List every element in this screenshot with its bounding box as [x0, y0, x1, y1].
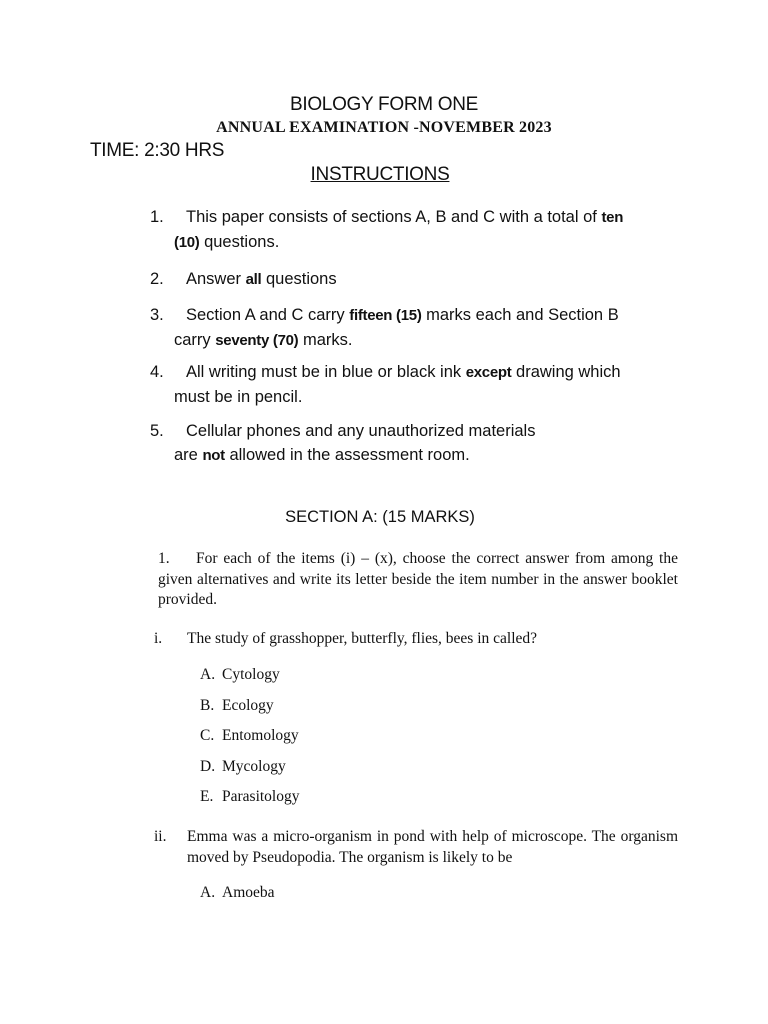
item-number: ii.	[154, 828, 167, 845]
option-text: Mycology	[222, 757, 286, 775]
instruction-text: All writing must be in blue or black ink	[186, 363, 466, 381]
instruction-text: allowed in the assessment room.	[224, 446, 470, 464]
instruction-text: Answer	[186, 270, 246, 288]
option-letter: D.	[200, 757, 216, 775]
instruction-number: 1.	[150, 208, 164, 226]
instruction-text: carry	[174, 331, 216, 349]
answer-option	[200, 788, 300, 806]
emphasis-text: seventy (70)	[215, 332, 299, 349]
instruction-text: questions.	[199, 233, 280, 251]
exam-time: TIME: 2:30 HRS	[90, 140, 225, 161]
instruction-text: marks each and Section B	[421, 306, 619, 324]
instruction-continuation	[150, 328, 670, 353]
item-number: i.	[154, 630, 163, 647]
emphasis-text: (10)	[174, 234, 200, 251]
answer-option	[200, 727, 299, 745]
option-letter: B.	[200, 696, 215, 714]
question-item	[154, 628, 678, 649]
item-text: Emma was a micro-organism in pond with help of microscope. The organism moved by Pseudopodia. The organism is likely to be	[187, 828, 678, 866]
answer-option	[200, 758, 286, 776]
option-text: Entomology	[222, 727, 299, 744]
option-text: Ecology	[222, 696, 274, 714]
instruction-item	[150, 205, 670, 255]
instruction-item	[150, 419, 670, 468]
instruction-number: 3.	[150, 306, 164, 324]
option-text: Cytology	[222, 666, 280, 683]
instruction-number: 4.	[150, 363, 164, 381]
instruction-item	[150, 303, 670, 353]
emphasis-text: ten	[601, 209, 624, 226]
option-text: Parasitology	[222, 788, 300, 805]
exam-subtitle: ANNUAL EXAMINATION -NOVEMBER 2023	[216, 119, 552, 136]
answer-option	[200, 666, 280, 684]
instruction-text: are	[174, 446, 203, 464]
instruction-text: This paper consists of sections A, B and C with a total of	[186, 208, 602, 226]
option-letter: E.	[200, 788, 214, 805]
emphasis-text: all	[245, 271, 262, 288]
question-1	[158, 549, 678, 611]
instruction-text: Cellular phones and any unauthorized materials	[186, 422, 536, 440]
instruction-text: Section A and C carry	[186, 306, 350, 324]
question-number: 1.	[158, 550, 170, 567]
emphasis-text: fifteen (15)	[349, 307, 422, 324]
question-text: For each of the items (i) – (x), choose the correct answer from among the given alternatives and write its letter beside the item number in the answer booklet provided.	[158, 550, 678, 608]
option-letter: C.	[200, 727, 215, 744]
instruction-text: marks.	[298, 331, 353, 349]
instruction-text: drawing which	[511, 363, 621, 381]
question-item	[154, 826, 678, 868]
document-title: BIOLOGY FORM ONE	[289, 94, 479, 115]
instruction-item	[150, 267, 670, 292]
item-text: The study of grasshopper, butterfly, flies, bees in called?	[187, 630, 538, 647]
instruction-item	[150, 360, 670, 409]
instruction-text: must be in pencil.	[174, 388, 303, 406]
instruction-number: 2.	[150, 270, 164, 288]
instruction-text: questions	[261, 270, 337, 288]
option-letter: A.	[200, 884, 216, 901]
instructions-heading: INSTRUCTIONS	[310, 164, 450, 185]
instruction-continuation	[150, 443, 670, 468]
section-a-heading: SECTION A: (15 MARKS)	[285, 508, 475, 526]
emphasis-text: not	[202, 447, 225, 464]
instruction-continuation	[150, 230, 670, 255]
answer-option	[200, 697, 274, 715]
instruction-number: 5.	[150, 422, 164, 440]
option-letter: A.	[200, 666, 216, 683]
emphasis-text: except	[465, 364, 512, 381]
option-text: Amoeba	[222, 884, 275, 901]
instruction-continuation	[150, 385, 670, 409]
answer-option	[200, 884, 275, 902]
